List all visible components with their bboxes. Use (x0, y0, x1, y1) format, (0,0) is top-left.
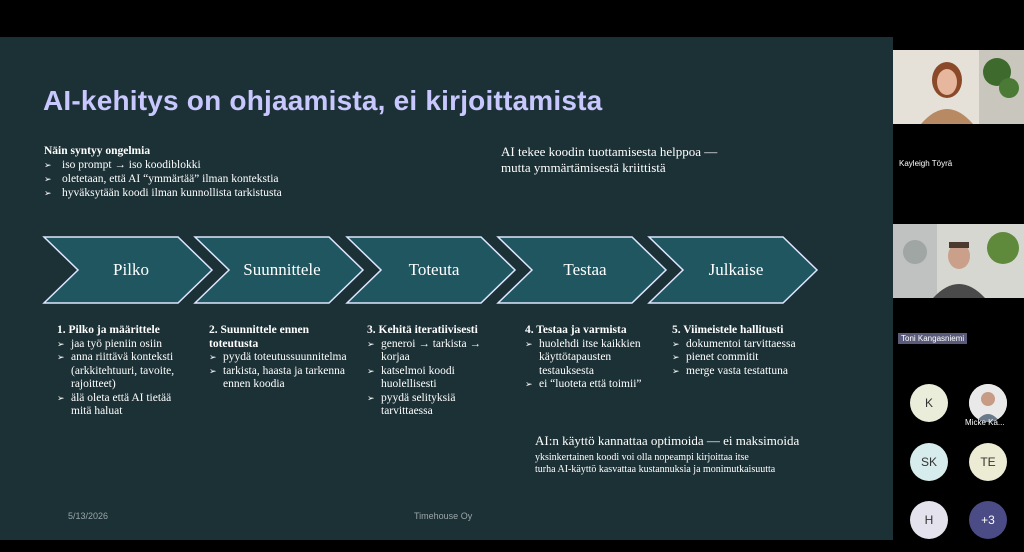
aside-text (501, 144, 717, 176)
list-item: ➢ pyydä selityksiä tarvittaessa (367, 392, 497, 419)
participant-avatar[interactable] (910, 501, 948, 539)
optimization-note (535, 433, 799, 476)
slide-company: Timehouse Oy (414, 511, 473, 521)
problems-heading: Näin syntyy ongelmia (44, 145, 151, 157)
list-item: ➢ pienet commitit (672, 351, 822, 365)
list-item: ➢ dokumentoi tarvittaessa (672, 338, 822, 352)
more-count: +3 (981, 513, 995, 527)
participant-video-tile[interactable] (893, 50, 1024, 124)
step-label: Suunnittele (243, 260, 321, 279)
step-detail-2 (209, 324, 349, 392)
avatar-photo (969, 384, 1007, 422)
list-item: ➢ huolehdi itse kaikkien käyttötapausten testauksesta (525, 338, 657, 379)
slide-title: AI-kehitys on ohjaamista, ei kirjoittamista (43, 85, 603, 116)
participant-name: Kayleigh Töyrä (899, 159, 953, 168)
slide-date: 5/13/2026 (68, 511, 109, 521)
step-chevron-julkaise (647, 235, 819, 305)
avatar-initials: TE (980, 455, 996, 469)
step-label: Pilko (113, 260, 149, 279)
list-item: ➢ katselmoi koodi huolellisesti (367, 365, 497, 392)
step-label: Testaa (563, 260, 607, 279)
aside-line: AI tekee koodin tuottamisesta helppoa — (501, 144, 718, 159)
avatar-initials: SK (920, 455, 937, 469)
problems-block (44, 144, 282, 200)
list-item: ➢ tarkista, haasta ja tarkenna ennen koodia (209, 365, 349, 392)
step-detail-list (367, 338, 497, 419)
step-detail-heading: 2. Suunnittele ennen toteutusta (209, 324, 310, 350)
step-chevron-suunnittele (193, 235, 365, 305)
more-participants-button[interactable] (969, 501, 1007, 539)
participant-avatar[interactable] (910, 384, 948, 422)
step-detail-list (57, 338, 185, 419)
avatar-name: Micke Ka... (965, 418, 1005, 427)
note-line: turha AI-käyttö kasvattaa kustannuksia ja monimutkaisuutta (535, 464, 776, 475)
aside-line: mutta ymmärtämisestä kriittistä (501, 160, 666, 175)
note-heading: AI:n käyttö kannattaa optimoida — ei maksimoida (535, 433, 800, 448)
step-detail-1 (57, 324, 185, 419)
list-item: ➢ generoi → tarkista → korjaa (367, 338, 497, 365)
participant-name: Toni Kangasniemi (898, 333, 967, 344)
step-label: Julkaise (708, 260, 764, 279)
note-line: yksinkertainen koodi voi olla nopeampi kirjoittaa itse (535, 452, 749, 463)
avatar-initials: K (924, 396, 933, 410)
list-item: ➢ anna riittävä konteksti (arkkitehtuuri, tavoite, rajoitteet) (57, 351, 185, 392)
avatar-initials: H (924, 513, 934, 527)
participant-video-tile[interactable] (893, 224, 1024, 298)
step-label: Toteuta (408, 260, 460, 279)
participant-avatar[interactable] (910, 443, 948, 481)
problems-list (44, 158, 282, 200)
participant-avatar[interactable] (969, 443, 1007, 481)
step-chevron-testaa (496, 235, 668, 305)
list-item: ➢ älä oleta että AI tietää mitä haluat (57, 392, 185, 419)
video-feed-image (893, 224, 1024, 298)
list-item: ➢ oletetaan, että AI “ymmärtää” ilman kontekstia (44, 172, 282, 186)
step-detail-heading: 5. Viimeistele hallitusti (672, 324, 784, 336)
presentation-slide (0, 37, 893, 540)
list-item: ➢ iso prompt → iso koodiblokki (44, 158, 282, 172)
step-detail-3 (367, 324, 497, 419)
step-detail-4 (525, 324, 657, 392)
step-detail-heading: 3. Kehitä iteratiivisesti (367, 324, 478, 336)
step-chevron-toteuta (345, 235, 517, 305)
list-item: ➢ pyydä toteutussuunnitelma (209, 351, 349, 365)
list-item: ➢ ei “luoteta että toimii” (525, 378, 657, 392)
video-feed-image (893, 50, 1024, 124)
step-detail-list (209, 351, 349, 392)
participant-avatar[interactable] (969, 384, 1007, 422)
step-detail-list (525, 338, 657, 392)
list-item: ➢ merge vasta testattuna (672, 365, 822, 379)
step-chevron-pilko (42, 235, 214, 305)
list-item: ➢ jaa työ pieniin osiin (57, 338, 185, 352)
step-detail-5 (672, 324, 822, 378)
step-detail-heading: 1. Pilko ja määrittele (57, 324, 160, 336)
step-detail-list (672, 338, 822, 379)
list-item: ➢ hyväksytään koodi ilman kunnollista tarkistusta (44, 186, 282, 200)
step-detail-heading: 4. Testaa ja varmista (525, 324, 627, 336)
